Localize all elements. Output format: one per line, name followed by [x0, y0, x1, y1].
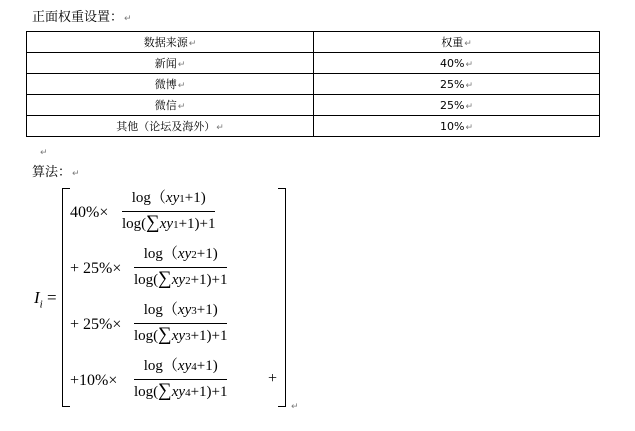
term-fraction [134, 356, 227, 403]
table-row [27, 95, 600, 116]
equals-sign: = [46, 288, 57, 307]
term-fraction [134, 300, 227, 347]
paragraph-mark-icon: ↵ [72, 169, 80, 179]
sigma-icon: ∑ [158, 380, 172, 401]
paragraph-mark-icon: ↵ [177, 102, 186, 112]
weight-cell: 40%↵ [314, 53, 600, 74]
fraction-bar [134, 379, 227, 380]
paragraph-mark-icon: ↵ [465, 101, 473, 112]
weight-cell: 10%↵ [314, 116, 600, 137]
weights-table [26, 31, 600, 137]
paragraph-mark-icon: ↵ [177, 60, 186, 70]
header-cell-weight: 权重↵ [314, 32, 600, 53]
term-coefficient: + 25%× [70, 260, 122, 277]
left-bracket [62, 188, 70, 407]
table-row [27, 74, 600, 95]
header-cell-source: 数据来源↵ [27, 32, 314, 53]
source-cell: 其他（论坛及海外）↵ [27, 116, 314, 137]
fraction-bar [122, 211, 215, 212]
source-cell: 新闻↵ [27, 53, 314, 74]
weight-cell: 25%↵ [314, 74, 600, 95]
paragraph-mark-icon: ↵ [124, 14, 132, 24]
weight-cell: 25%↵ [314, 95, 600, 116]
paragraph-mark-icon: ↵ [465, 80, 473, 91]
fraction-numerator: log（xy1+1) [131, 190, 206, 206]
term-fraction [134, 244, 227, 291]
trailing-plus: + [268, 370, 278, 387]
table-row [27, 116, 600, 137]
right-bracket [278, 188, 286, 407]
paragraph-mark-icon: ↵ [464, 39, 472, 49]
lhs-symbol: I [34, 288, 40, 307]
heading-text: 正面权重设置： [32, 10, 124, 25]
fraction-numerator: log（xy2+1) [143, 246, 218, 262]
table-header-row [27, 32, 600, 53]
term-fraction [122, 188, 215, 235]
term-coefficient: + 25%× [70, 316, 122, 333]
empty-paragraph-mark: ↵ [40, 148, 48, 158]
source-cell: 微博↵ [27, 74, 314, 95]
fraction-numerator: log（xy4+1) [143, 358, 218, 374]
fraction-denominator: log(∑xy2+1)+1 [134, 268, 228, 289]
sigma-icon: ∑ [158, 268, 172, 289]
paragraph-mark-icon: ↵ [465, 59, 473, 70]
paragraph-mark-icon: ↵ [291, 402, 299, 412]
algorithm-label: 算法： [32, 165, 72, 180]
paragraph-mark-icon: ↵ [188, 39, 197, 49]
term-coefficient: 40%× [70, 204, 109, 221]
fraction-denominator: log(∑xy4+1)+1 [134, 380, 228, 401]
term-coefficient: +10%× [70, 372, 118, 389]
source-cell: 微信↵ [27, 95, 314, 116]
sigma-icon: ∑ [146, 212, 160, 233]
fraction-denominator: log(∑xy3+1)+1 [134, 324, 228, 345]
section-heading-weights [32, 9, 132, 28]
formula-lhs [34, 288, 57, 310]
paragraph-mark-icon: ↵ [465, 122, 473, 133]
paragraph-mark-icon: ↵ [177, 81, 186, 91]
paragraph-mark-icon: ↵ [216, 123, 224, 133]
fraction-denominator: log(∑xy1+1)+1 [122, 212, 216, 233]
fraction-numerator: log（xy3+1) [143, 302, 218, 318]
fraction-bar [134, 323, 227, 324]
lhs-subscript: i [39, 298, 43, 311]
sigma-icon: ∑ [158, 324, 172, 345]
table-row [27, 53, 600, 74]
section-heading-algorithm [32, 164, 80, 183]
fraction-bar [134, 267, 227, 268]
